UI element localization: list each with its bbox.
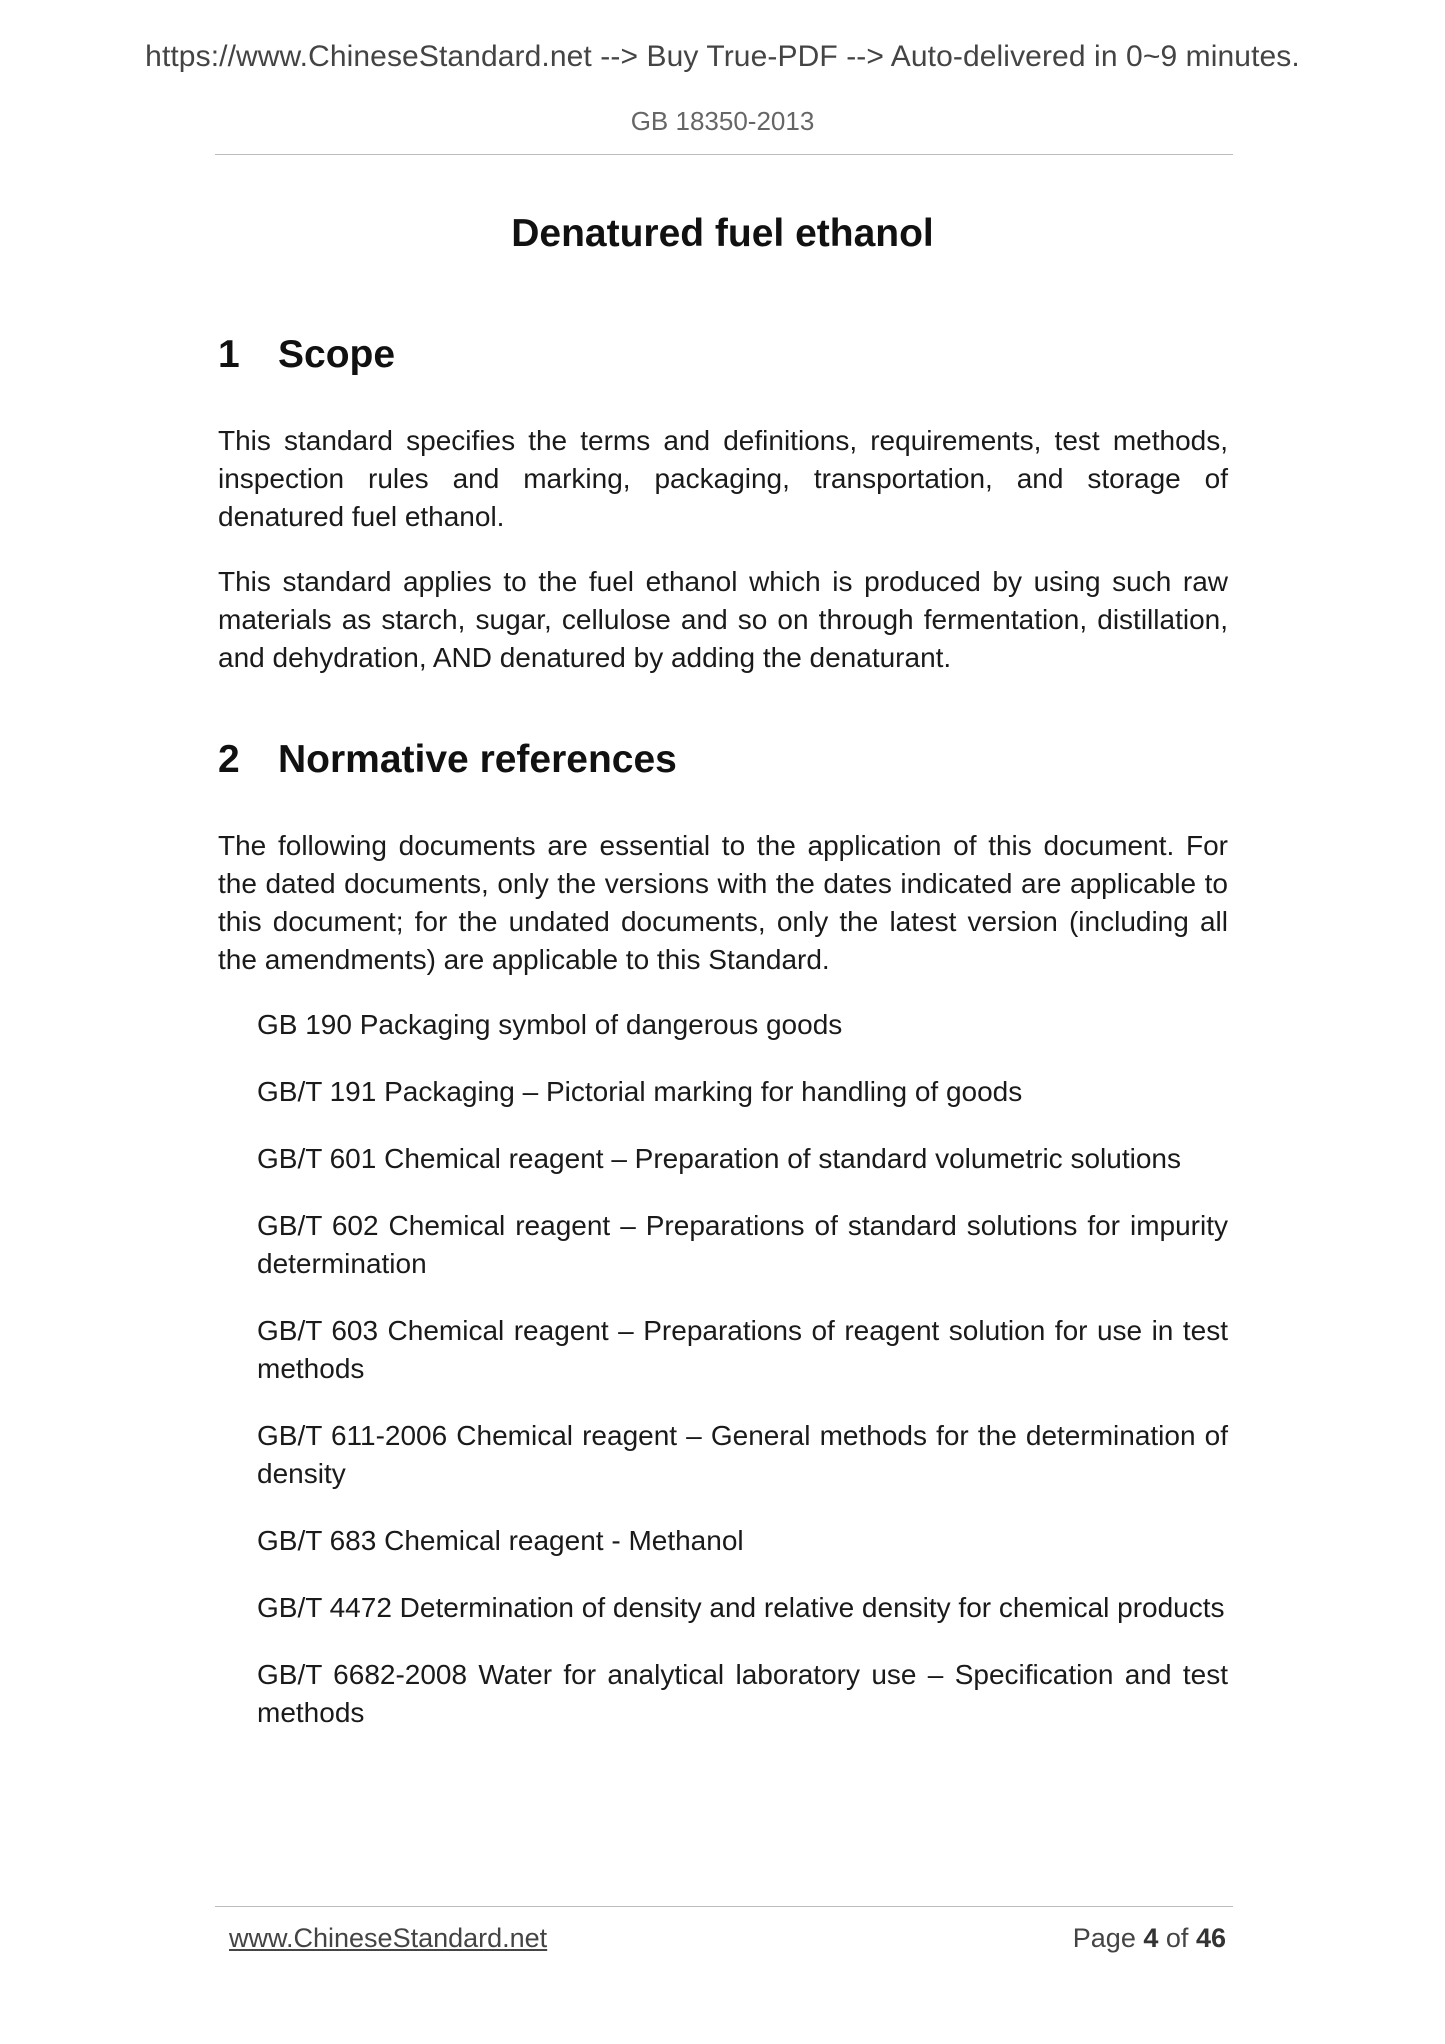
footer-divider (215, 1906, 1233, 1907)
page-total: 46 (1195, 1923, 1226, 1953)
header-divider (215, 154, 1233, 155)
section-number: 1 (218, 333, 240, 376)
footer-site-link[interactable]: www.ChineseStandard.net (229, 1923, 548, 1953)
reference-list (257, 1006, 1228, 1732)
reference-item: GB/T 602 Chemical reagent – Preparations of standard solutions for impurity determination (257, 1210, 1228, 1279)
reference-item: GB/T 683 Chemical reagent - Methanol (257, 1525, 744, 1556)
section-1-heading (218, 330, 1228, 380)
page-title: Denatured fuel ethanol (511, 212, 934, 255)
reference-item: GB/T 6682-2008 Water for analytical laboratory use – Specification and test methods (257, 1659, 1228, 1728)
section-title: Normative references (278, 738, 677, 781)
section-number: 2 (218, 738, 240, 781)
page-current: 4 (1143, 1923, 1159, 1953)
scope-paragraph: This standard applies to the fuel ethanol which is produced by using such raw materials as starch, sugar, cellulose and so on through fermentation, distillation, and dehydration, AND denatured by adding the denaturant. (218, 566, 1228, 673)
scope-paragraph: This standard specifies the terms and definitions, requirements, test methods, inspection rules and marking, packaging, transportation, and storage of denatured fuel ethanol. (218, 425, 1228, 532)
references-intro: The following documents are essential to the application of this document. For the dated documents, only the versions with the dates indicated are applicable to this document; for the undated documents, only the latest version (including all the amendments) are applicable to this Standard. (218, 830, 1228, 975)
reference-item: GB/T 601 Chemical reagent – Preparation of standard volumetric solutions (257, 1143, 1181, 1174)
document-code: GB 18350-2013 (630, 106, 815, 136)
reference-item: GB/T 191 Packaging – Pictorial marking for handling of goods (257, 1076, 1023, 1107)
page-indicator (1073, 1923, 1226, 1954)
document-body (218, 330, 1228, 1761)
section-2-heading (218, 735, 1228, 785)
reference-item: GB 190 Packaging symbol of dangerous goods (257, 1009, 843, 1040)
page-of: of (1165, 1923, 1189, 1953)
reference-item: GB/T 4472 Determination of density and relative density for chemical products (257, 1592, 1225, 1623)
site-banner: https://www.ChineseStandard.net --> Buy True-PDF --> Auto-delivered in 0~9 minutes. (145, 40, 1300, 73)
section-title: Scope (278, 333, 396, 376)
page-label: Page (1072, 1923, 1136, 1953)
reference-item: GB/T 603 Chemical reagent – Preparations of reagent solution for use in test methods (257, 1315, 1228, 1384)
reference-item: GB/T 611-2006 Chemical reagent – General methods for the determination of density (257, 1420, 1228, 1489)
